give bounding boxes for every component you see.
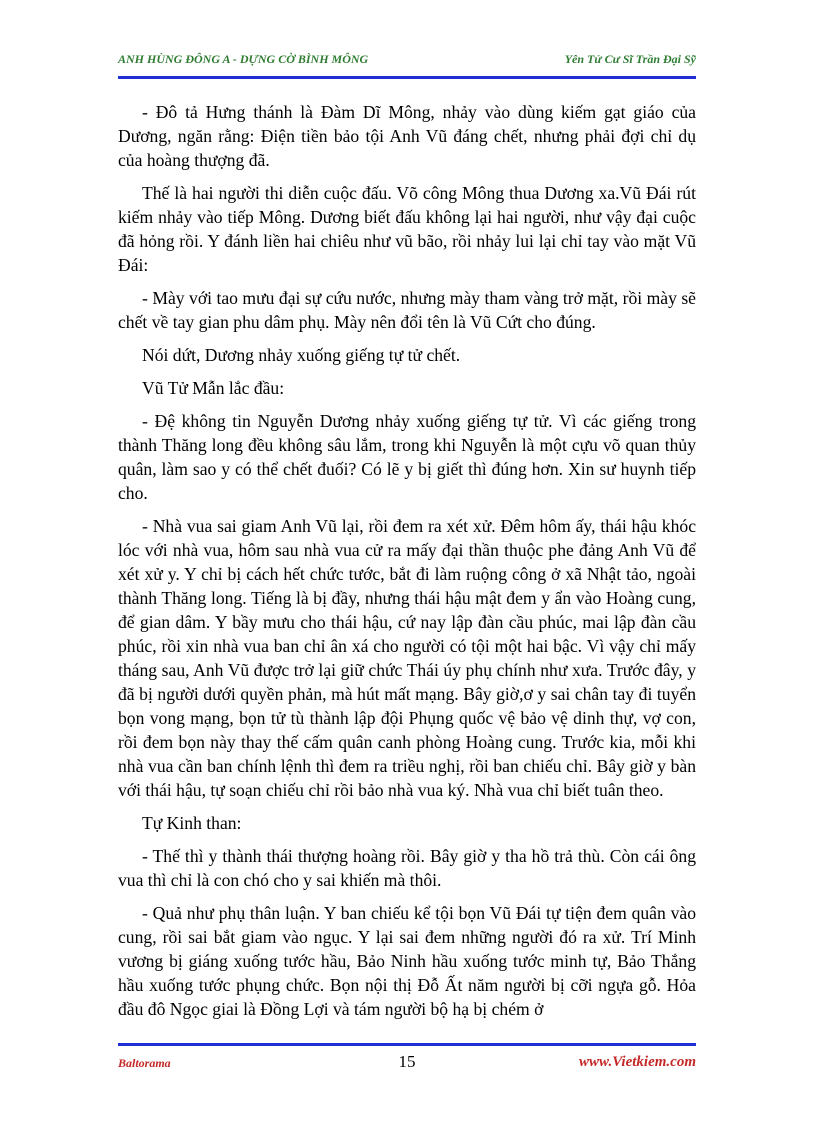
paragraph: - Quả như phụ thân luận. Y ban chiếu kể tội bọn Vũ Đái tự tiện đem quân vào cung, rồi sai bắt giam vào ngục. Y lại sai đem những người đó ra xử. Trí Minh vương bị giáng xuống tước hầu, Bảo Ninh hầu xuống tước minh tự, Bảo Thắng hầu xuống tước phụng chức. Bọn nội thị Đỗ Ất năm người bị cỡi ngựa gỗ. Hỏa đầu đô Ngọc giai là Đồng Lợi và tám người bộ hạ bị chém ở (118, 903, 696, 1019)
paragraph: - Đô tả Hưng thánh là Đàm Dĩ Mông, nhảy vào dùng kiếm gạt giáo của Dương, ngăn rằng: Điện tiền bảo tội Anh Vũ đáng chết, nhưng phải đợi chỉ dụ của hoàng thượng đã. (118, 102, 696, 170)
page-footer (118, 1052, 696, 1074)
paragraph: - Mày với tao mưu đại sự cứu nước, nhưng mày tham vàng trở mặt, rồi mày sẽ chết về tay gian phu dâm phụ. Mày nên đổi tên là Vũ Cứt cho đúng. (118, 288, 696, 332)
paragraph: - Nhà vua sai giam Anh Vũ lại, rồi đem ra xét xử. Đêm hôm ấy, thái hậu khóc lóc với nhà vua, hôm sau nhà vua cử ra mấy đại thần thuộc phe đảng Anh Vũ để xét xử y. Y chỉ bị cách hết chức tước, bắt đi làm ruộng công ở xã Nhật tảo, ngoài thành Thăng long. Tiếng là bị đầy, nhưng thái hậu mật đem y ẩn vào Hoàng cung, để gian dâm. Y bầy mưu cho thái hậu, cứ nay lập đàn cầu phúc, mai lập đàn cầu phúc, rồi xin nhà vua ban chỉ ân xá cho người có tội một hai bậc. Vì vậy chỉ mấy tháng sau, Anh Vũ được trở lại giữ chức Thái úy phụ chính như xưa. Trước đây, y đã bị người dưới quyền phản, mà hút mất mạng. Bây giờ,ơ y sai chân tay đi tuyển bọn vong mạng, bọn tử tù thành lập đội Phụng quốc vệ bảo vệ dinh thự, vợ con, rồi đem bọn này thay thế cấm quân canh phòng Hoàng cung. Trước kia, mỗi khi nhà vua cần ban chính lệnh thì đem ra triều nghị, rồi ban chiếu chỉ. Bây giờ y bàn với thái hậu, tự soạn chiếu chỉ rồi bảo nhà vua ký. Nhà vua chỉ biết tuân theo. (118, 516, 696, 800)
paragraph: Thế là hai người thi diễn cuộc đấu. Võ công Mông thua Dương xa.Vũ Đái rút kiếm nhảy vào tiếp Mông. Dương biết đấu không lại hai người, như vậy đại cuộc đã hỏng rồi. Y đánh liền hai chiêu như vũ bão, rồi nhảy lui lại chỉ tay vào mặt Vũ Đái: (118, 183, 696, 275)
paragraph: - Đệ không tin Nguyễn Dương nhảy xuống giếng tự tử. Vì các giếng trong thành Thăng long đều không sâu lắm, trong khi Nguyễn là một cựu võ quan thủy quân, làm sao y có thể chết đuối? Có lẽ y bị giết thì đúng hơn. Xin sư huynh tiếp cho. (118, 411, 696, 503)
footer-rule (118, 1043, 696, 1046)
paragraph: - Thế thì y thành thái thượng hoàng rồi. Bây giờ y tha hồ trả thù. Còn cái ông vua thì chỉ là con chó cho y sai khiến mà thôi. (118, 846, 696, 890)
header-rule (118, 76, 696, 79)
paragraph: Tự Kinh than: (142, 813, 242, 833)
paragraph: Vũ Tử Mẫn lắc đầu: (142, 378, 285, 398)
paragraph: Nói dứt, Dương nhảy xuống giếng tự tử chết. (142, 345, 461, 365)
page-body (118, 100, 696, 1030)
footer-publisher: Baltorama (118, 1056, 171, 1070)
header-author: Yên Tử Cư Sĩ Trần Đại Sỹ (564, 52, 696, 66)
header-book-title: ANH HÙNG ĐÔNG A - DỰNG CỜ BÌNH MÔNG (118, 52, 369, 66)
page-header (118, 48, 696, 68)
page-number: 15 (398, 1052, 416, 1071)
footer-website-link[interactable]: www.Vietkiem.com (579, 1054, 696, 1070)
